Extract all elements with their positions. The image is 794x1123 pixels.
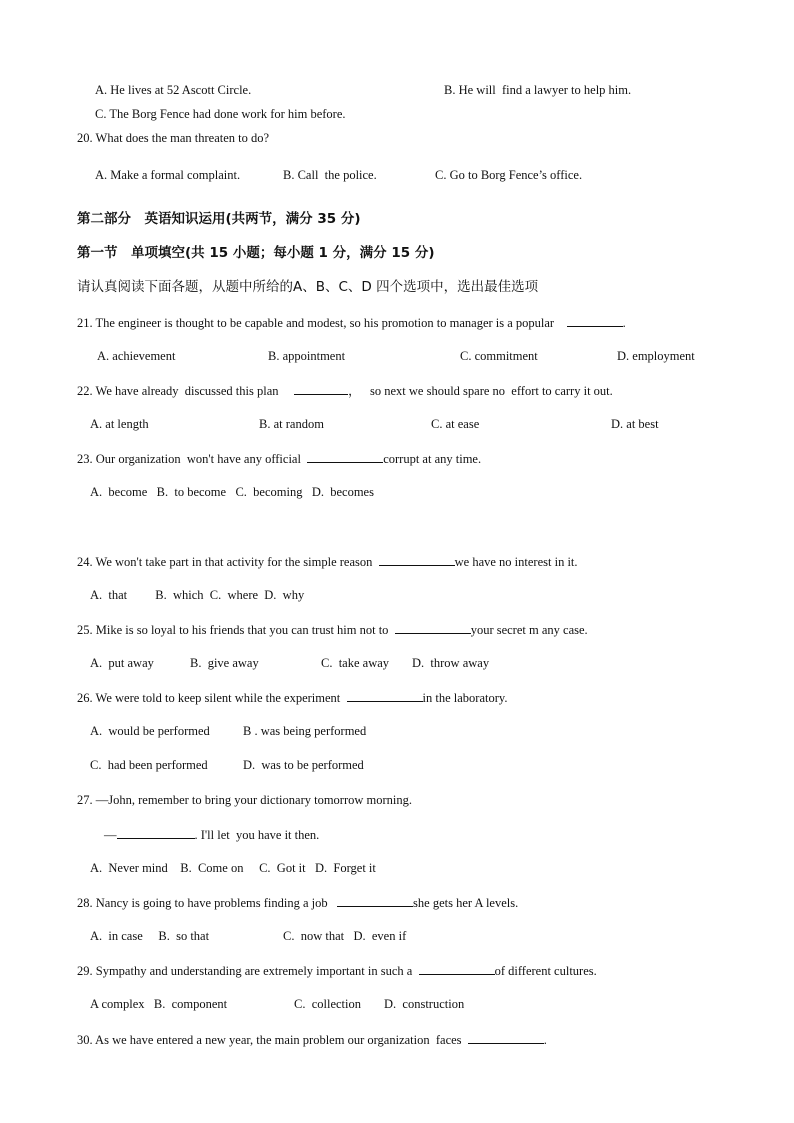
q25-option-d: D. throw away xyxy=(412,656,490,670)
q21-stem xyxy=(77,314,626,331)
q28-stem xyxy=(77,894,518,911)
q29-options-ab: A complex B. component xyxy=(90,997,228,1011)
q28-options-cd: C. now that D. even if xyxy=(283,929,407,943)
q21-stem-text: 21. The engineer is thought to be capable and modest, so his promotion to manager is a popular xyxy=(77,316,555,330)
q25-stem-end: your secret m any case. xyxy=(470,623,588,637)
q27-options: A. Never mind B. Come on C. Got it D. Forget it xyxy=(90,861,376,875)
q27-reply-dash: — xyxy=(104,828,117,842)
q25-stem-text: 25. Mike is so loyal to his friends that you can trust him not to xyxy=(77,623,389,637)
q22-blank xyxy=(294,382,348,395)
q19-option-a: A. He lives at 52 Ascott Circle. xyxy=(95,83,252,97)
q29-option-c: C. collection xyxy=(294,997,361,1011)
q20-stem: 20. What does the man threaten to do? xyxy=(77,131,270,145)
q23-stem-end: corrupt at any time. xyxy=(383,452,482,466)
q20-option-b: B. Call the police. xyxy=(283,168,377,182)
q28-stem-end: she gets her A levels. xyxy=(413,896,519,910)
q25-option-a: A. put away xyxy=(90,656,154,670)
q21-option-a: A. achievement xyxy=(97,349,176,363)
q26-option-b: B . was being performed xyxy=(243,724,367,738)
q22-option-d: D. at best xyxy=(611,417,659,431)
q23-stem xyxy=(77,450,481,467)
q26-stem-end: in the laboratory. xyxy=(422,691,508,705)
q29-option-d: D. construction xyxy=(384,997,465,1011)
q30-stem xyxy=(77,1031,547,1048)
q24-blank xyxy=(379,553,455,566)
q23-blank xyxy=(307,450,383,463)
part-title: 第二部分 英语知识运用(共两节，满分 35 分) xyxy=(77,211,361,227)
q28-stem-text: 28. Nancy is going to have problems finding a job xyxy=(77,896,328,910)
q27-stem: 27. —John, remember to bring your dictionary tomorrow morning. xyxy=(77,793,413,807)
q22-stem-end: ， so next we should spare no effort to carry it out. xyxy=(348,384,613,398)
q23-stem-text: 23. Our organization won't have any official xyxy=(77,452,301,466)
q27-reply xyxy=(104,826,319,843)
q22-option-a: A. at length xyxy=(90,417,149,431)
q29-stem xyxy=(77,962,597,979)
q19-option-c: C. The Borg Fence had done work for him before. xyxy=(95,107,346,121)
q30-stem-end: . xyxy=(543,1033,547,1047)
q30-stem-text: 30. As we have entered a new year, the main problem our organization faces xyxy=(77,1033,462,1047)
q25-blank xyxy=(395,621,471,634)
q26-option-c: C. had been performed xyxy=(90,758,208,772)
q27-reply-text: . I'll let you have it then. xyxy=(194,828,320,842)
q21-stem-end: . xyxy=(622,316,626,330)
q24-stem-end: we have no interest in it. xyxy=(454,555,578,569)
q30-blank xyxy=(468,1031,544,1044)
q29-stem-text: 29. Sympathy and understanding are extremely important in such a xyxy=(77,964,413,978)
q24-stem-text: 24. We won't take part in that activity for the simple reason xyxy=(77,555,373,569)
q27-blank xyxy=(117,826,195,839)
q28-options-ab: A. in case B. so that xyxy=(90,929,210,943)
q29-stem-end: of different cultures. xyxy=(494,964,597,978)
q23-options: A. become B. to become C. becoming D. becomes xyxy=(90,485,374,499)
q19-option-b: B. He will find a lawyer to help him. xyxy=(444,83,632,97)
q25-option-c: C. take away xyxy=(321,656,390,670)
q21-option-d: D. employment xyxy=(617,349,695,363)
q26-stem xyxy=(77,689,507,706)
instruction: 请认真阅读下面各题，从题中所给的A、B、C、D 四个选项中，选出最佳选项 xyxy=(77,279,539,295)
q25-stem xyxy=(77,621,588,638)
q24-options: A. that B. which C. where D. why xyxy=(90,588,305,602)
q21-blank xyxy=(567,314,623,327)
q20-option-c: C. Go to Borg Fence’s office. xyxy=(435,168,583,182)
q20-option-a: A. Make a formal complaint. xyxy=(95,168,241,182)
q26-stem-text: 26. We were told to keep silent while the experiment xyxy=(77,691,341,705)
q26-option-a: A. would be performed xyxy=(90,724,210,738)
q21-option-b: B. appointment xyxy=(268,349,346,363)
q28-blank xyxy=(337,894,413,907)
q26-option-d: D. was to be performed xyxy=(243,758,364,772)
q22-option-b: B. at random xyxy=(259,417,324,431)
q22-stem xyxy=(77,382,613,399)
q22-stem-text: 22. We have already discussed this plan xyxy=(77,384,279,398)
sub-title: 第一节 单项填空(共 15 小题；每小题 1 分，满分 15 分) xyxy=(77,245,435,261)
q21-option-c: C. commitment xyxy=(460,349,538,363)
q29-blank xyxy=(419,962,495,975)
q24-stem xyxy=(77,553,578,570)
q25-option-b: B. give away xyxy=(190,656,259,670)
q26-blank xyxy=(347,689,423,702)
q22-option-c: C. at ease xyxy=(431,417,480,431)
